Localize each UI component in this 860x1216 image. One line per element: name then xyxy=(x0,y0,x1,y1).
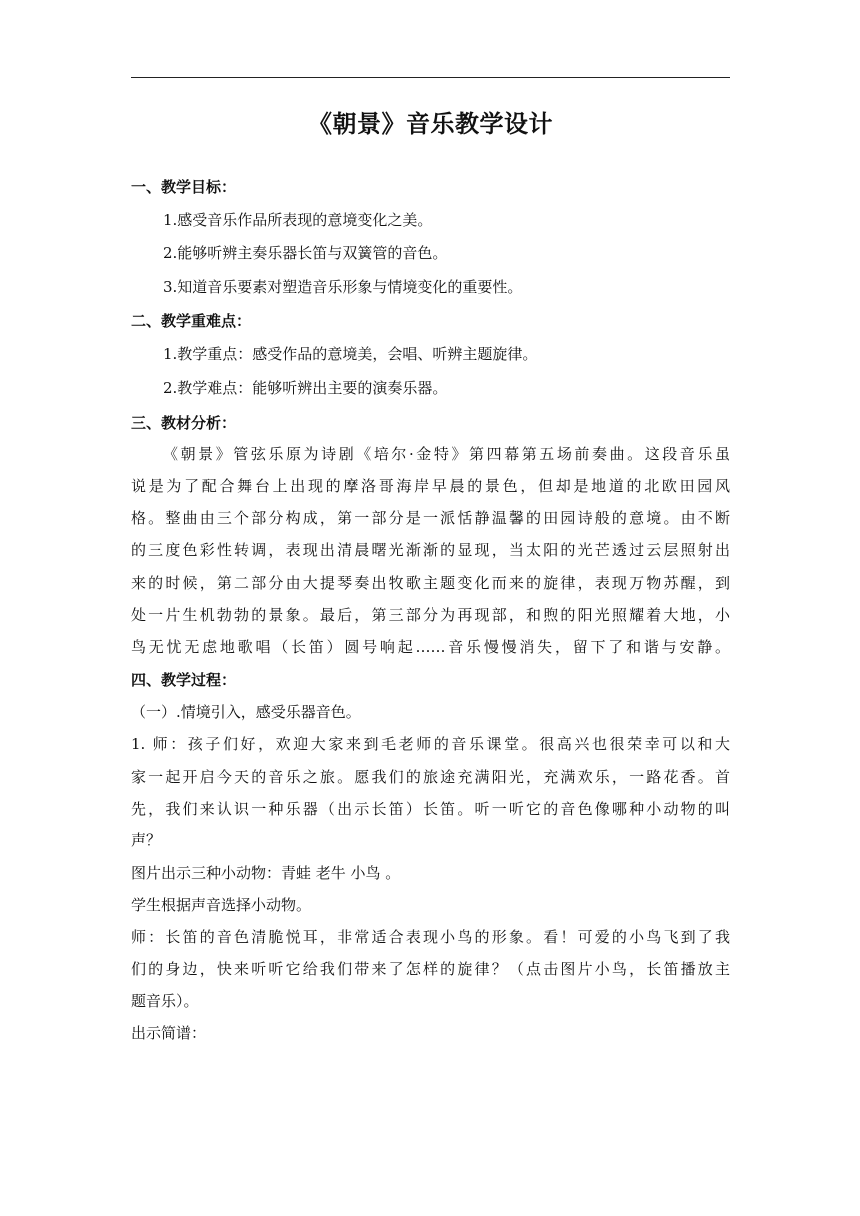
teacher-line: 声？ xyxy=(131,831,162,849)
analysis-line: 处一片生机勃勃的景象。最后，第三部分为再现部，和煦的阳光照耀着大地，小 xyxy=(131,606,730,624)
teacher-line: 们的身边，快来听听它给我们带来了怎样的旋律？（点击图片小鸟，长笛播放主 xyxy=(131,960,730,978)
document-title: 《朝景》音乐教学设计 xyxy=(308,109,553,138)
picture-instruction: 图片出示三种小动物：青蛙 老牛 小鸟 。 xyxy=(131,864,401,882)
teacher-line: 1. 师：孩子们好，欢迎大家来到毛老师的音乐课堂。很高兴也很荣幸可以和大 xyxy=(131,735,730,753)
analysis-line: 格。整曲由三个部分构成，第一部分是一派恬静温馨的田园诗般的意境。由不断 xyxy=(131,509,730,527)
objective-item: 3.知道音乐要素对塑造音乐形象与情境变化的重要性。 xyxy=(163,278,523,296)
section-heading-teaching-process: 四、教学过程： xyxy=(131,671,237,689)
student-activity: 学生根据声音选择小动物。 xyxy=(131,896,312,914)
analysis-line: 来的时候，第二部分由大提琴奏出牧歌主题变化而来的旋律，表现万物苏醒，到 xyxy=(131,574,730,592)
objective-item: 2.能够听辨主奏乐器长笛与双簧管的音色。 xyxy=(163,244,448,262)
objective-item: 1.感受音乐作品所表现的意境变化之美。 xyxy=(163,211,433,229)
process-subheading: （一）.情境引入，感受乐器音色。 xyxy=(131,703,361,721)
teacher-line: 先，我们来认识一种乐器（出示长笛）长笛。听一听它的音色像哪种小动物的叫 xyxy=(131,800,730,818)
header-rule xyxy=(131,77,730,78)
analysis-line: 说是为了配合舞台上出现的摩洛哥海岸早晨的景色，但却是地道的北欧田园风 xyxy=(131,477,730,495)
analysis-line: 的三度色彩性转调，表现出清晨曙光渐渐的显现，当太阳的光芒透过云层照射出 xyxy=(131,541,730,559)
key-point-item: 1.教学重点：感受作品的意境美，会唱、听辨主题旋律。 xyxy=(163,345,538,363)
analysis-line: 鸟无忧无虑地歌唱（长笛）圆号响起……音乐慢慢消失，留下了和谐与安静。 xyxy=(131,638,730,656)
key-point-item: 2.教学难点：能够听辨出主要的演奏乐器。 xyxy=(163,379,448,397)
section-heading-key-points: 二、教学重难点： xyxy=(131,312,252,330)
show-notation-label: 出示简谱： xyxy=(131,1024,207,1042)
teacher-line: 师：长笛的音色清脆悦耳，非常适合表现小鸟的形象。看！可爱的小鸟飞到了我 xyxy=(131,928,730,946)
analysis-line: 《朝景》管弦乐原为诗剧《培尔·金特》第四幕第五场前奏曲。这段音乐虽 xyxy=(163,445,730,463)
section-heading-objectives: 一、教学目标： xyxy=(131,178,237,196)
teacher-line: 题音乐）。 xyxy=(131,992,199,1010)
teacher-line: 家一起开启今天的音乐之旅。愿我们的旅途充满阳光，充满欢乐，一路花香。首 xyxy=(131,768,730,786)
section-heading-material-analysis: 三、教材分析： xyxy=(131,414,237,432)
